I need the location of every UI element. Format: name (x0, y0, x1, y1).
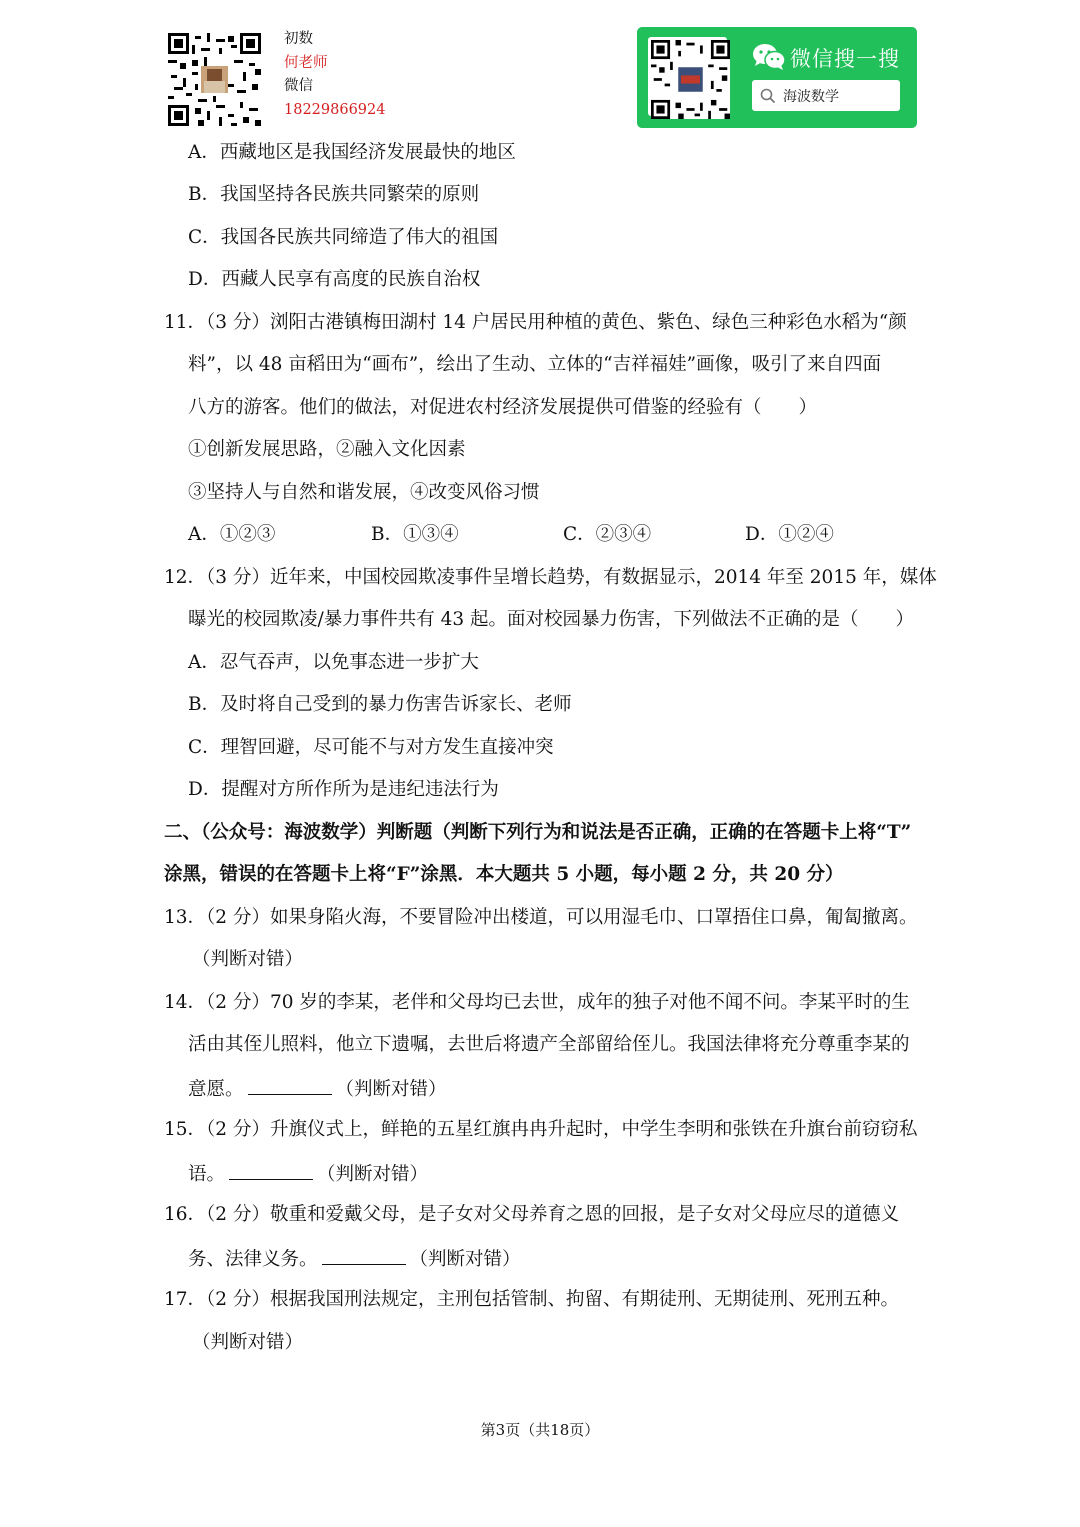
q12-option-d: D．提醒对方所作所为是违纪违法行为 (188, 779, 499, 800)
q15-line-2 (188, 1161, 428, 1187)
contact-phone: 18229866924 (284, 101, 386, 118)
q13-line-1: 13．（2 分）如果身陷火海，不要冒险冲出楼道，可以用湿毛巾、口罩捂住口鼻，匍匐撤离。 (164, 907, 918, 928)
q12-option-c: C．理智回避，尽可能不与对方发生直接冲突 (188, 737, 554, 758)
q10-option-c: C．我国各民族共同缔造了伟大的祖国 (188, 227, 499, 248)
q11-option-c: C．②③④ (563, 524, 652, 545)
q14-judge-label: （判断对错） (335, 1079, 447, 1100)
q14-line-3 (188, 1076, 447, 1102)
q10-option-d: D．西藏人民享有高度的民族自治权 (188, 269, 481, 290)
q11-line-3: 八方的游客。他们的做法，对促进农村经济发展提供可借鉴的经验有（ ） (188, 397, 818, 418)
q11-option-b: B．①③④ (371, 524, 459, 545)
q11-option-a: A．①②③ (188, 524, 276, 545)
q16-line-2 (188, 1246, 521, 1272)
q15-line-2-text: 语。 (188, 1164, 226, 1185)
wechat-search-text: 海波数学 (783, 89, 839, 105)
qr-code-right (648, 37, 727, 116)
q16-line-2-text: 务、法律义务。 (188, 1249, 318, 1270)
q14-answer-blank[interactable] (248, 1076, 332, 1095)
search-icon (760, 88, 776, 104)
qr-code-left (168, 33, 261, 126)
q10-option-a: A．西藏地区是我国经济发展最快的地区 (188, 142, 516, 163)
page-number: 第3页（共18页） (480, 1421, 600, 1439)
q11-statement-1: ①创新发展思路，②融入文化因素 (188, 439, 466, 460)
q12-option-a: A．忍气吞声，以免事态进一步扩大 (188, 652, 479, 673)
q15-judge-label: （判断对错） (317, 1164, 429, 1185)
q16-line-1: 16．（2 分）敬重和爱戴父母，是子女对父母养育之恩的回报，是子女对父母应尽的道德义 (164, 1204, 899, 1225)
contact-teacher-name: 何老师 (284, 54, 328, 71)
q16-answer-blank[interactable] (322, 1246, 406, 1265)
q11-statement-2: ③坚持人与自然和谐发展，④改变风俗习惯 (188, 482, 540, 503)
q12-option-b: B．及时将自己受到的暴力伤害告诉家长、老师 (188, 694, 572, 715)
q14-line-1: 14．（2 分）70 岁的李某，老伴和父母均已去世，成年的独子对他不闻不问。李某平时的生 (164, 992, 910, 1013)
q15-line-1: 15．（2 分）升旗仪式上，鲜艳的五星红旗冉冉升起时，中学生李明和张铁在升旗台前窃窃私 (164, 1119, 918, 1140)
q12-line-2: 曝光的校园欺凌/暴力事件共有 43 起。面对校园暴力伤害，下列做法不正确的是（ ） (188, 609, 915, 630)
section-2-heading-line-2: 涂黑，错误的在答题卡上将“F”涂黑．本大题共 5 小题，每小题 2 分，共 20 分） (164, 864, 844, 885)
q13-judge-label: （判断对错） (192, 949, 304, 970)
q11-option-d: D．①②④ (745, 524, 834, 545)
teacher-contact (284, 28, 385, 122)
q12-line-1: 12．（3 分）近年来，中国校园欺凌事件呈增长趋势，有数据显示，2014 年至 2015 年，媒体 (164, 567, 937, 588)
wechat-logo-icon (752, 43, 786, 71)
q17-line-1: 17．（2 分）根据我国刑法规定，主刑包括管制、拘留、有期徒刑、无期徒刑、死刑五种。 (164, 1289, 899, 1310)
section-2-heading-line-1: 二、（公众号：海波数学）判断题（判断下列行为和说法是否正确，正确的在答题卡上将“T” (164, 822, 912, 843)
wechat-search-title: 微信搜一搜 (790, 47, 900, 71)
q10-option-b: B．我国坚持各民族共同繁荣的原则 (188, 184, 480, 205)
q11-line-1: 11．（3 分）浏阳古港镇梅田湖村 14 户居民用种植的黄色、紫色、绿色三种彩色水稻为“颜 (164, 312, 907, 333)
contact-line-1: 初数 (284, 31, 313, 47)
q14-line-2: 活由其侄儿照料，他立下遗嘱，去世后将遗产全部留给侄儿。我国法律将充分尊重李某的 (188, 1034, 910, 1055)
q15-answer-blank[interactable] (229, 1161, 313, 1180)
q17-judge-label: （判断对错） (192, 1332, 304, 1353)
q11-line-2: 料”，以 48 亩稻田为“画布”，绘出了生动、立体的“吉祥福娃”画像，吸引了来自四面 (188, 354, 882, 375)
contact-line-3: 微信 (284, 78, 313, 94)
q16-judge-label: （判断对错） (409, 1249, 521, 1270)
q14-line-3-text: 意愿。 (188, 1079, 244, 1100)
